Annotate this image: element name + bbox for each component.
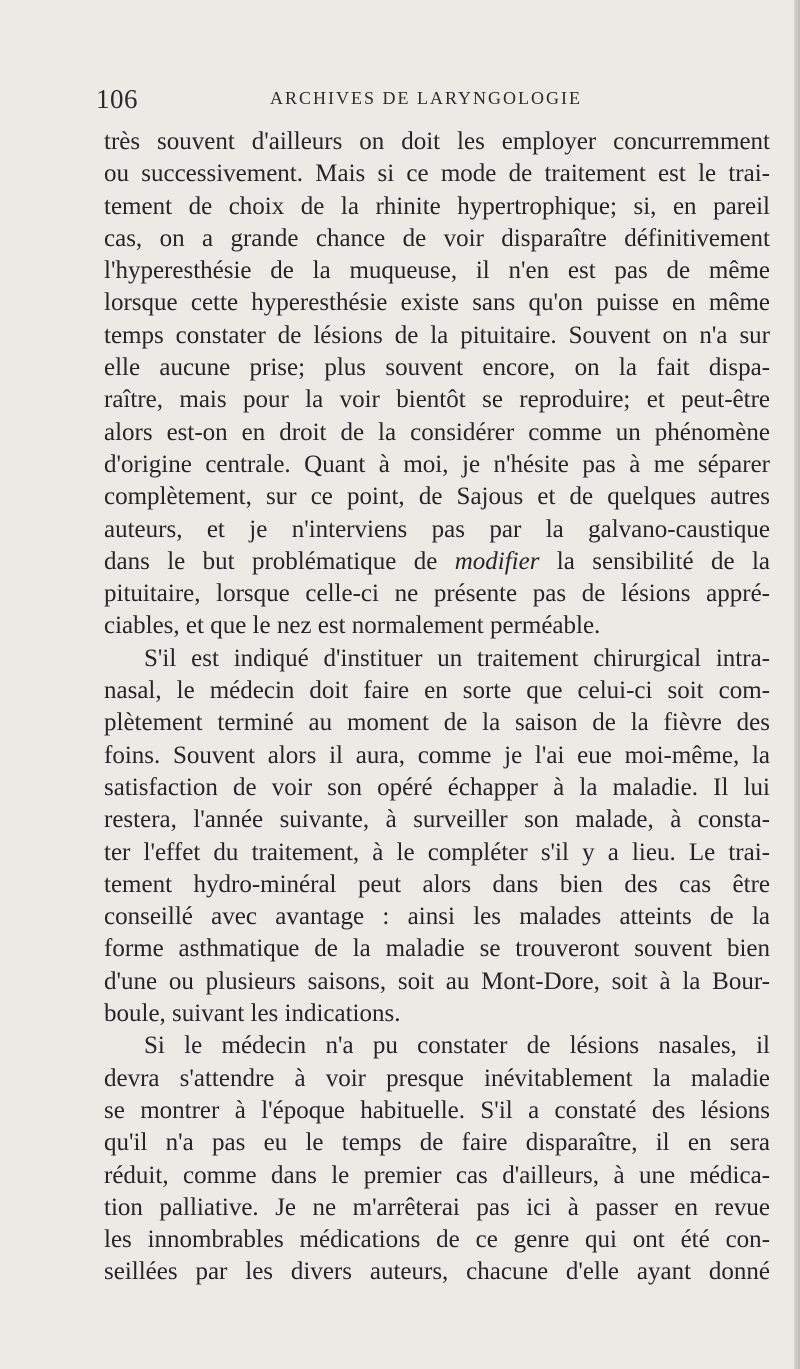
text-line: d'origine centrale. Quant à moi, je n'hésite pas à me séparer — [104, 450, 770, 478]
paragraph-2 — [104, 643, 770, 1031]
text-line: qu'il n'a pas eu le temps de faire disparaître, il en sera — [104, 1129, 770, 1157]
paragraph-3 — [104, 1030, 770, 1288]
text-line: l'hyperesthésie de la muqueuse, il n'en est pas de même — [104, 257, 770, 285]
text-line: d'une ou plusieurs saisons, soit au Mont-Dore, soit à la Bour- — [104, 967, 770, 995]
text-line: raître, mais pour la voir bientôt se reproduire; et peut-être — [104, 386, 770, 414]
text-line: alors est-on en droit de la considérer comme un phénomène — [104, 418, 770, 446]
text-line: S'il est indiqué d'instituer un traitement chirurgical intra- — [144, 644, 770, 672]
text-line: tement de choix de la rhinite hypertrophique; si, en pareil — [104, 192, 770, 220]
text-line: foins. Souvent alors il aura, comme je l'ai eue moi-même, la — [104, 741, 770, 769]
text-line: tement hydro-minéral peut alors dans bien des cas être — [104, 870, 770, 898]
text-line: ou successivement. Mais si ce mode de traitement est le trai- — [104, 160, 770, 188]
text-line: restera, l'année suivante, à surveiller son malade, à consta- — [104, 806, 770, 834]
text-line: nasal, le médecin doit faire en sorte que celui-ci soit com- — [104, 677, 770, 705]
text-line: forme asthmatique de la maladie se trouveront souvent bien — [104, 935, 770, 963]
text-line: devra s'attendre à voir presque inévitablement la maladie — [104, 1064, 770, 1092]
text-line: elle aucune prise; plus souvent encore, on la fait dispa- — [104, 354, 770, 382]
italic-word: modifier — [454, 547, 540, 575]
running-title: ARCHIVES DE LARYNGOLOGIE — [270, 88, 582, 108]
text-line: les innombrables médications de ce genre qui ont été con- — [104, 1226, 770, 1254]
text-line: satisfaction de voir son opéré échapper à la maladie. Il lui — [104, 773, 770, 801]
text-line: ciables, et que le nez est normalement perméable. — [104, 612, 601, 640]
text-line: lorsque cette hyperesthésie existe sans qu'on puisse en même — [104, 289, 770, 317]
text-line: ter l'effet du traitement, à le compléter s'il y a lieu. Le trai- — [104, 838, 770, 866]
text-line: seillées par les divers auteurs, chacune d'elle ayant donné — [104, 1258, 770, 1286]
scan-edge-shadow — [794, 0, 800, 1369]
text-line: pituitaire, lorsque celle-ci ne présente pas de lésions appré- — [104, 580, 770, 608]
paragraph-1 — [104, 126, 770, 643]
text-line: boule, suivant les indications. — [104, 1000, 401, 1028]
text-segment: la sensibilité de la — [539, 547, 770, 575]
text-line: tion palliative. Je ne m'arrêterai pas ici à passer en revue — [104, 1193, 770, 1221]
text-line: temps constater de lésions de la pituitaire. Souvent on n'a sur — [104, 321, 770, 349]
text-segment: dans le but problématique de — [104, 547, 455, 575]
body-text — [104, 126, 770, 1289]
text-line: réduit, comme dans le premier cas d'ailleurs, à une médica- — [104, 1161, 770, 1189]
text-line: auteurs, et je n'interviens pas par la galvano-caustique — [104, 515, 770, 543]
text-line: plètement terminé au moment de la saison de la fièvre des — [104, 709, 770, 737]
text-line: se montrer à l'époque habituelle. S'il a constaté des lésions — [104, 1096, 770, 1124]
text-line: complètement, sur ce point, de Sajous et de quelques autres — [104, 483, 770, 511]
page-header — [96, 84, 746, 118]
text-line: très souvent d'ailleurs on doit les employer concurremment — [104, 128, 770, 155]
text-line: conseillé avec avantage : ainsi les malades atteints de la — [104, 903, 770, 931]
page-number: 106 — [96, 84, 138, 114]
text-line-with-italic — [104, 546, 770, 578]
text-line: cas, on a grande chance de voir disparaître définitivement — [104, 224, 770, 252]
text-line: Si le médecin n'a pu constater de lésions nasales, il — [144, 1032, 770, 1060]
